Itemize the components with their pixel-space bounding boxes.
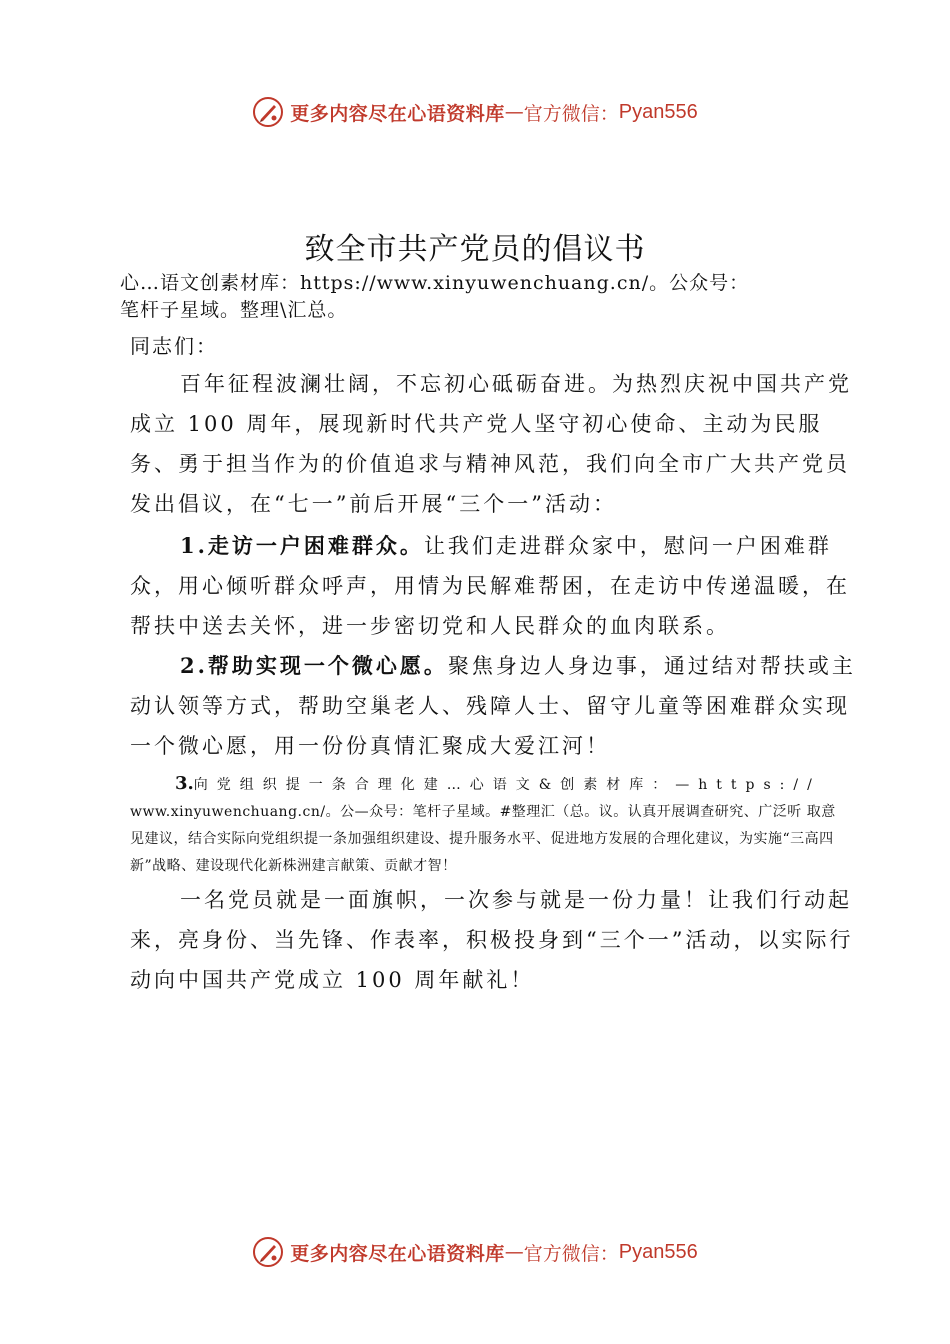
item-3-first-line xyxy=(130,770,850,799)
footer-banner xyxy=(0,1232,950,1272)
closing-paragraph: 一名党员就是一面旗帜，一次参与就是一份力量！让我们行动起来，亮身份、当先锋、作表率，积极投身到“三个一”活动，以实际行动向中国共产党成立 100 周年献礼！ xyxy=(130,888,854,992)
feather-pen-icon xyxy=(252,1236,284,1268)
banner-main-text: 更多内容尽在心语资料库 xyxy=(290,1242,505,1265)
source-line-2: 笔杆子星域。整理\汇总。 xyxy=(120,299,348,321)
item-2-paragraph xyxy=(130,646,860,766)
item-2-heading: 2.帮助实现一个微心愿。 xyxy=(180,653,448,678)
banner-separator: — xyxy=(504,101,524,123)
item-3-number: 3. xyxy=(175,773,194,794)
banner-wechat-label: 官方微信： xyxy=(523,1242,619,1265)
source-line-1: 心…语文创素材库：https://www.xinyuwenchuang.cn/。公众号： xyxy=(120,272,750,294)
banner-wechat-id: Pyan556 xyxy=(618,1240,698,1263)
banner-main-text: 更多内容尽在心语资料库 xyxy=(290,102,505,125)
banner-separator: — xyxy=(504,1241,524,1263)
feather-pen-icon xyxy=(252,96,284,128)
intro-paragraph: 百年征程波澜壮阔，不忘初心砥砺奋进。为热烈庆祝中国共产党成立 100 周年，展现新时代共产党人坚守初心使命、主动为民服务、勇于担当作为的价值追求与精神风范，我们向全市广大共产党员发出倡议，在“七一”前后开展“三个一”活动： xyxy=(130,372,852,516)
header-banner xyxy=(0,92,950,132)
document-title: 致全市共产党员的倡议书 xyxy=(304,232,646,267)
item-1-body: 让我们走进群众家中，慰问一户困难群众，用心倾听群众呼声，用情为民解难帮困，在走访中传递温暖，在帮扶中送去关怀，进一步密切党和人民群众的血肉联系。 xyxy=(130,534,850,638)
item-3-line-1: 向党组织提一条合理化建…心语文&创素材库：—https:// xyxy=(193,777,821,793)
item-1-heading: 1.走访一户困难群众。 xyxy=(180,533,424,558)
banner-wechat-id: Pyan556 xyxy=(618,100,698,123)
item-3-rest: www.xinyuwenchuang.cn/。公—众号：笔杆子星域。#整理汇（总。议。认真开展调查研究、广泛听 取意见建议，结合实际向党组织提一条加强组织建设、提升服务水平、促进地方发展的合理化建议，为实施“三高四新”战略、建设现代化新株洲建言献策、贡献才智！ xyxy=(130,804,836,874)
item-2-body: 聚焦身边人身边事，通过结对帮扶或主动认领等方式，帮助空巢老人、残障人士、留守儿童等困难群众实现一个微心愿，用一份份真情汇聚成大爱江河！ xyxy=(130,654,856,758)
item-1-paragraph xyxy=(130,526,860,646)
greeting: 同志们： xyxy=(130,334,218,358)
banner-wechat-label: 官方微信： xyxy=(523,102,619,125)
source-note xyxy=(120,270,860,324)
item-3-paragraph xyxy=(130,770,850,880)
